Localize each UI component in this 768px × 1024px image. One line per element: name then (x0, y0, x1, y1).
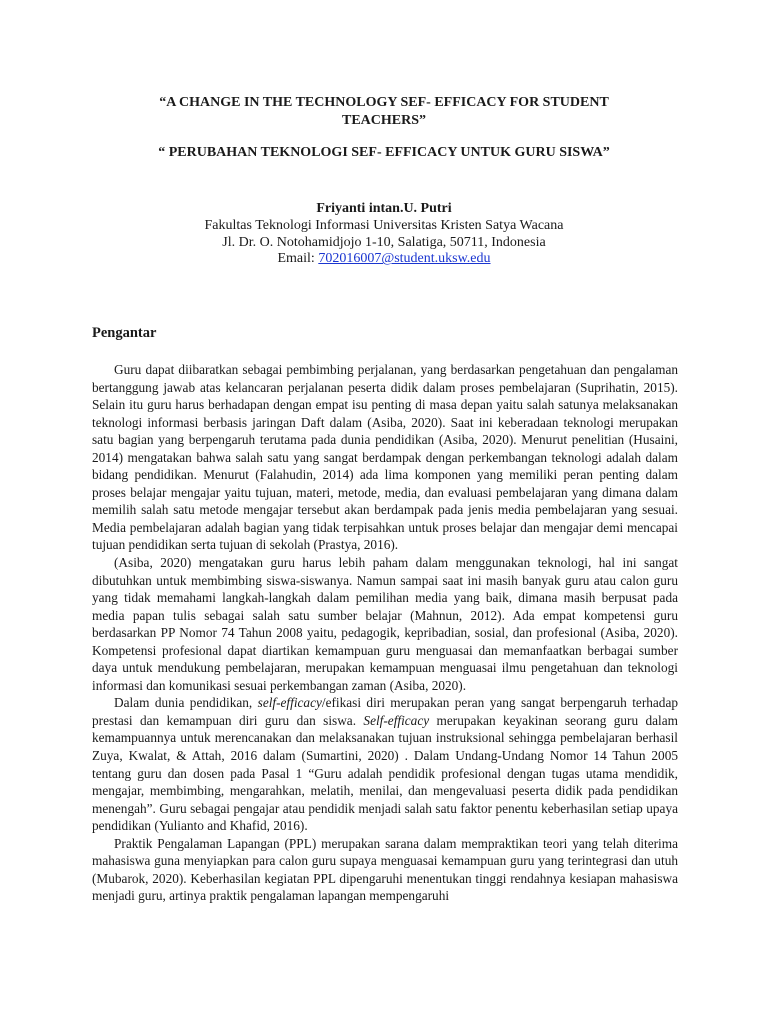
author-name: Friyanti intan.U. Putri (316, 201, 452, 216)
p3-text-e: merupakan keyakinan seorang guru dalam kemampuannya untuk merencanakan dan melaksanakan tujuan instruksional sehingga pembelajaran berhasil Zuya, Kwalat, & Attah, 2016 dalam (Sumartini, 2020) . Dalam Undang-Undang Nomor 14 Tahun 2005 tentang guru dan dosen pada Pasal 1 “Guru adalah pendidik profesional dengan tugas utama mendidik, mengajar, membimbing, mengarahkan, melatih, menilai, dan mengevaluasi peserta didik pada pendidikan menengah”. Guru sebagai pengajar atau pendidik menjadi salah satu faktor penentu keberhasilan setiap upaya pendidikan (Yulianto and Khafid, 2016). (92, 712, 678, 834)
author-address: Jl. Dr. O. Notohamidjojo 1-10, Salatiga, 50711, Indonesia (222, 234, 546, 250)
p3-text-a: Dalam dunia pendidikan, (114, 695, 258, 711)
paragraph-4: Praktik Pengalaman Lapangan (PPL) merupakan sarana dalam mempraktikan teori yang telah diterima mahasiswa guna menyiapkan para calon guru supaya menguasai kemampuan guru yang terintegrasi dan utuh (Mubarok, 2020). Keberhasilan kegiatan PPL dipengaruhi menentukan tinggi rendahnya kesiapan mahasiswa menjadi guru, artinya praktik pengalaman lapangan mempengaruhi (92, 835, 678, 904)
email-label: Email: (277, 251, 315, 267)
title-line-1: “A CHANGE IN THE TECHNOLOGY SEF- EFFICACY FOR STUDENT (159, 95, 609, 110)
title-line-2: TEACHERS” (341, 112, 427, 128)
p3-text-c: /efikasi diri merupakan peran yang sangat berpengaruh terhadap prestasi dan kemampuan diri guru dan siswa. (92, 695, 678, 728)
paragraph-3 (92, 694, 678, 834)
p3-italic-term-2: Self-efficacy (363, 712, 430, 728)
author-block (92, 201, 676, 268)
email-link[interactable]: 702016007@student.uksw.edu (318, 251, 491, 267)
author-affiliation: Fakultas Teknologi Informasi Universitas Kristen Satya Wacana (204, 217, 564, 233)
paragraph-2: (Asiba, 2020) mengatakan guru harus lebih paham dalam menggunakan teknologi, hal ini sangat dibutuhkan untuk membimbing siswa-siswanya. Namun sampai saat ini masih banyak guru atau calon guru yang tidak memahami langkah-langkah dalam pemilihan media yang baik, dimana masih berpusat pada media papan tulis sebagai salah satu sumber belajar (Mahnun, 2012). Ada empat kompetensi guru berdasarkan PP Nomor 74 Tahun 2008 yaitu, pedagogik, kepribadian, sosial, dan profesional (Asiba, 2020). Kompetensi profesional dapat diartikan kemampuan guru menguasai dan memanfaatkan berbagai sumber daya untuk mendukung pembelajaran, merupakan kemampuan menguasai ilmu pengetahuan dan teknologi informasi dan komunikasi sesuai perkembangan zaman (Asiba, 2020). (92, 555, 678, 693)
paper-title-english (92, 94, 676, 129)
paragraph-1: Guru dapat diibaratkan sebagai pembimbing perjalanan, yang berdasarkan pengetahuan dan pengalaman bertanggung jawab atas kelancaran perjalanan peserta didik dalam proses pembelajaran (Suprihatin, 2015). Selain itu guru harus berhadapan dengan empat isu penting di masa depan yaitu salah satunya melaksanakan teknologi informasi berbasis jaringan Daft dalam (Asiba, 2020). Saat ini keberadaan teknologi merupakan satu bagian yang berpengaruh terutama pada dunia pendidikan (Asiba, 2020). Menurut penelitian (Husaini, 2014) mengatakan bahwa salah satu yang sangat berdampak dengan perkembangan teknologi adalah dalam bidang pendidikan. Menurut (Falahudin, 2014) ada lima komponen yang memiliki peran penting dalam proses belajar mengajar yaitu tujuan, materi, metode, media, dan evaluasi pembelajaran yang dimana dalam memilih salah satu metode mengajar tersebut akan berdampak pada jenis media pembelajaran yang sesuai. Media pembelajaran adalah bagian yang tidak terpisahkan untuk proses belajar dan mengajar demi mencapai tujuan pendidikan serta tujuan di sekolah (Prastya, 2016). (92, 362, 678, 553)
body-text (92, 361, 678, 905)
author-email-line (92, 251, 676, 268)
p3-italic-term-1: self-efficacy (257, 695, 322, 711)
paper-title-indonesian: “ PERUBAHAN TEKNOLOGI SEF- EFFICACY UNTUK GURU SISWA” (158, 145, 610, 160)
section-heading: Pengantar (92, 325, 157, 341)
